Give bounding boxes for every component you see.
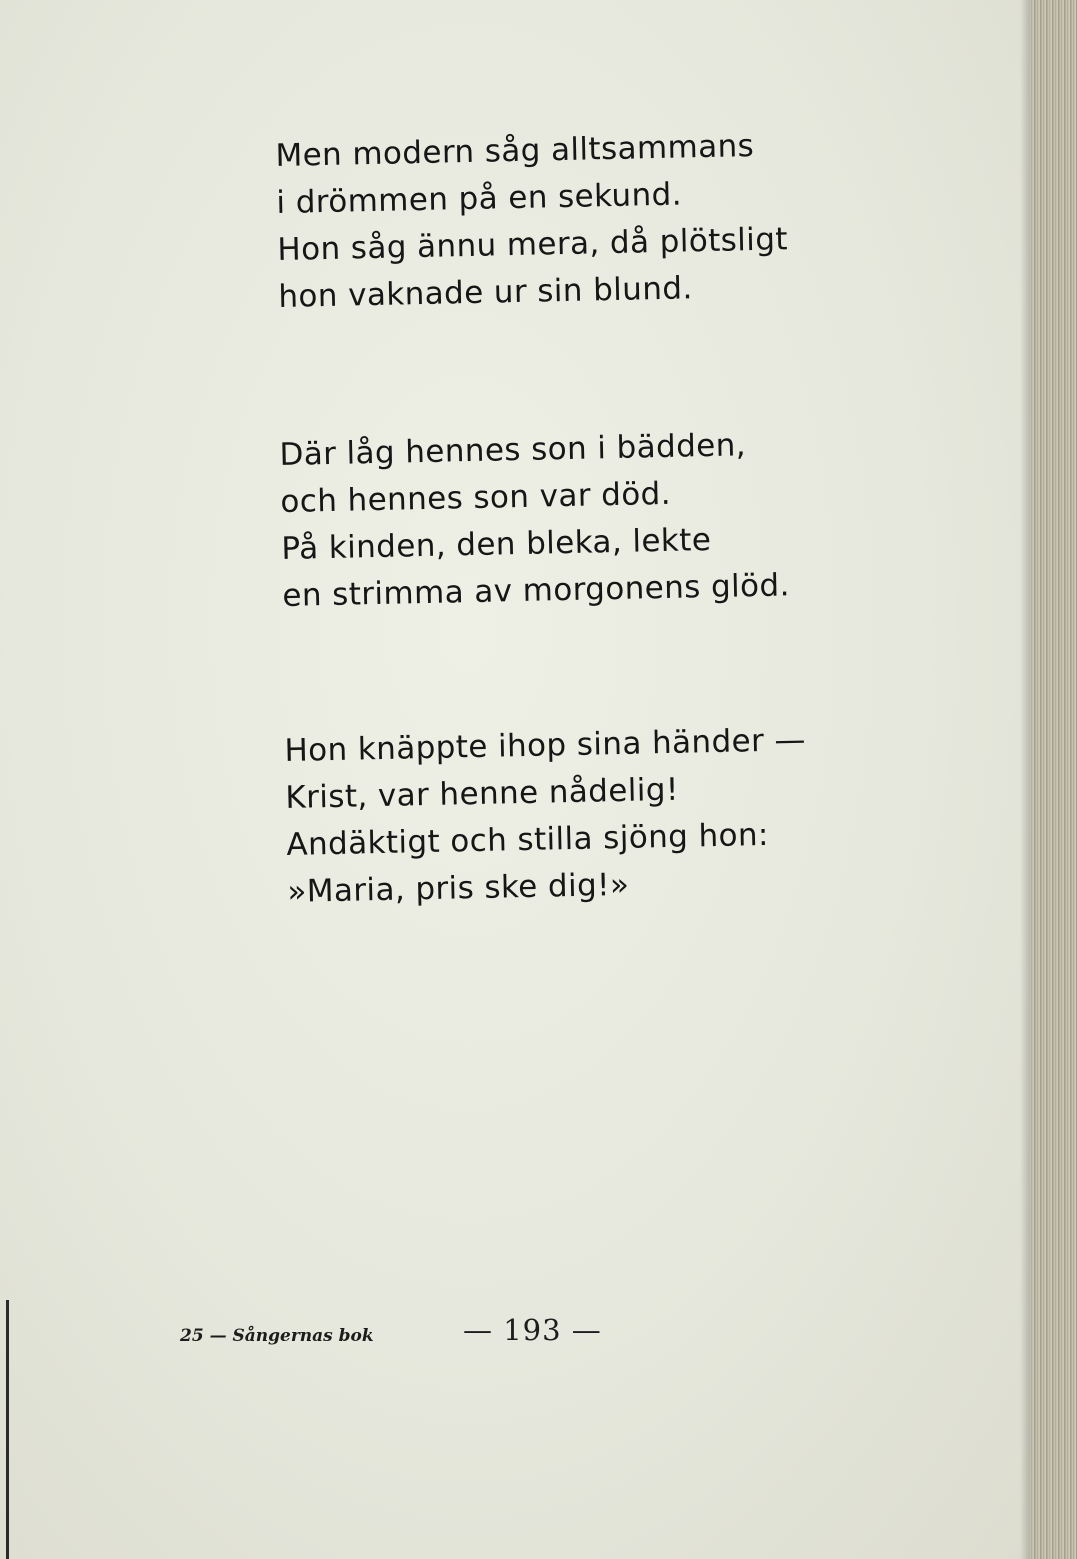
poem-line: och hennes son var död. (280, 475, 672, 520)
binding-mark (6, 1300, 9, 1559)
poem-line: Krist, var henne nådelig! (285, 771, 680, 816)
poem-line: Där låg hennes son i bädden, (279, 427, 747, 473)
poem-line: »Maria, pris ske dig!» (287, 866, 630, 910)
footer-signature: 25 — Sångernas bok (180, 1326, 374, 1346)
stanza-3 (284, 717, 809, 916)
poem-line: en strimma av morgonens glöd. (282, 567, 791, 614)
poem-line: i drömmen på en sekund. (276, 176, 683, 221)
poem-line: På kinden, den bleka, lekte (281, 521, 712, 567)
poem-line: Hon knäppte ihop sina händer — (284, 722, 807, 769)
stanza-2 (279, 421, 790, 620)
poem-line: hon vaknade ur sin blund. (278, 270, 694, 315)
poem-line: Men modern såg alltsammans (275, 127, 755, 174)
poem-line: Andäktigt och stilla sjöng hon: (286, 816, 770, 863)
stanza-1 (275, 122, 789, 321)
page-number: — 193 — (463, 1313, 602, 1347)
poem-line: Hon såg ännu mera, då plötsligt (277, 221, 789, 268)
book-page-edges (1030, 0, 1077, 1559)
